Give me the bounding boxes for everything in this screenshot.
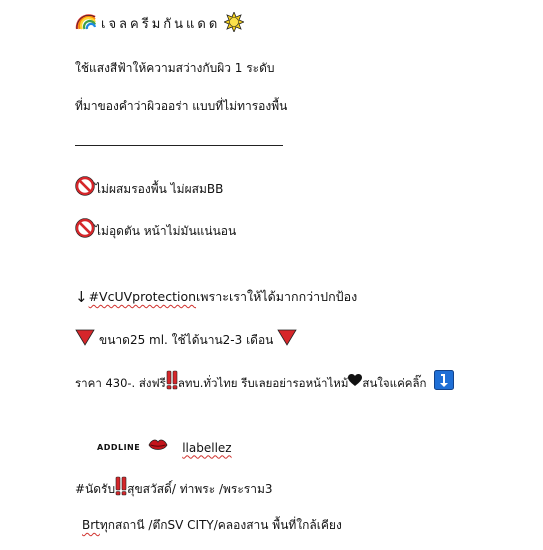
benefit-line: ใช้แสงสีฟ้าให้ความสว่างกับผิว 1 ระดับ — [75, 61, 275, 75]
no-foundation-text: ไม่ผสมรองพื้น ไม่ผสมBB — [95, 181, 224, 196]
line-id-line — [97, 438, 232, 457]
lips-icon — [148, 438, 168, 457]
prohibited-icon — [75, 176, 95, 201]
red-triangle-down-icon — [75, 328, 95, 351]
price-line — [75, 370, 454, 395]
aura-line: ที่มาของคำว่าผิวออร่า แบบที่ไม่ทารองพื้น — [75, 99, 288, 113]
click-text: สนใจแค่คลิ๊ก — [362, 375, 427, 390]
title-line — [75, 12, 244, 38]
size-line — [75, 328, 297, 351]
price-text: ราคา 430-. ส่งฟรี — [75, 375, 166, 390]
hashtag-rest: เพราะเราให้ได้มากกว่าปกป้อง — [196, 289, 358, 304]
double-exclamation-icon — [166, 370, 178, 395]
pickup-line — [75, 476, 273, 501]
non-comedogenic-line — [75, 218, 236, 243]
hashtag-link[interactable]: #VcUVprotection — [88, 289, 197, 304]
sun-icon — [224, 12, 244, 38]
double-exclamation-icon — [115, 476, 127, 501]
title-text: เจลครีมกันแดด — [101, 17, 221, 32]
brt-places: ทุกสถานี /ตึกSV CITY/คลองสาน พื้นที่ใกล้เคียง — [99, 518, 342, 532]
black-heart-icon — [348, 374, 362, 392]
addline-label: ADDLINE — [97, 442, 141, 452]
shipping-text: ลทบ.ทั่วไทย รีบเลยอย่ารอหน้าไหม้ — [177, 375, 349, 390]
rainbow-icon — [75, 13, 97, 37]
hashtag-line — [75, 288, 357, 306]
pickup-tag: #นัดรับ — [75, 481, 116, 496]
line-id-link[interactable]: llabellez — [182, 440, 232, 455]
pickup-places: สุขสวัสดิ์/ ท่าพระ /พระราม3 — [127, 481, 273, 496]
down-arrow-icon: ↓ — [75, 288, 88, 306]
non-comedogenic-text: ไม่อุดตัน หน้าไม่มันแน่นอน — [95, 223, 237, 238]
arrow-down-badge-icon[interactable] — [434, 370, 454, 395]
no-foundation-line — [75, 176, 223, 201]
prohibited-icon — [75, 218, 95, 243]
brt-word: Brt — [82, 518, 100, 532]
brt-line — [82, 516, 342, 534]
divider — [75, 145, 283, 146]
size-text: ขนาด25 ml. ใช้ได้นาน2-3 เดือน — [99, 332, 274, 347]
red-triangle-down-icon — [277, 328, 297, 351]
